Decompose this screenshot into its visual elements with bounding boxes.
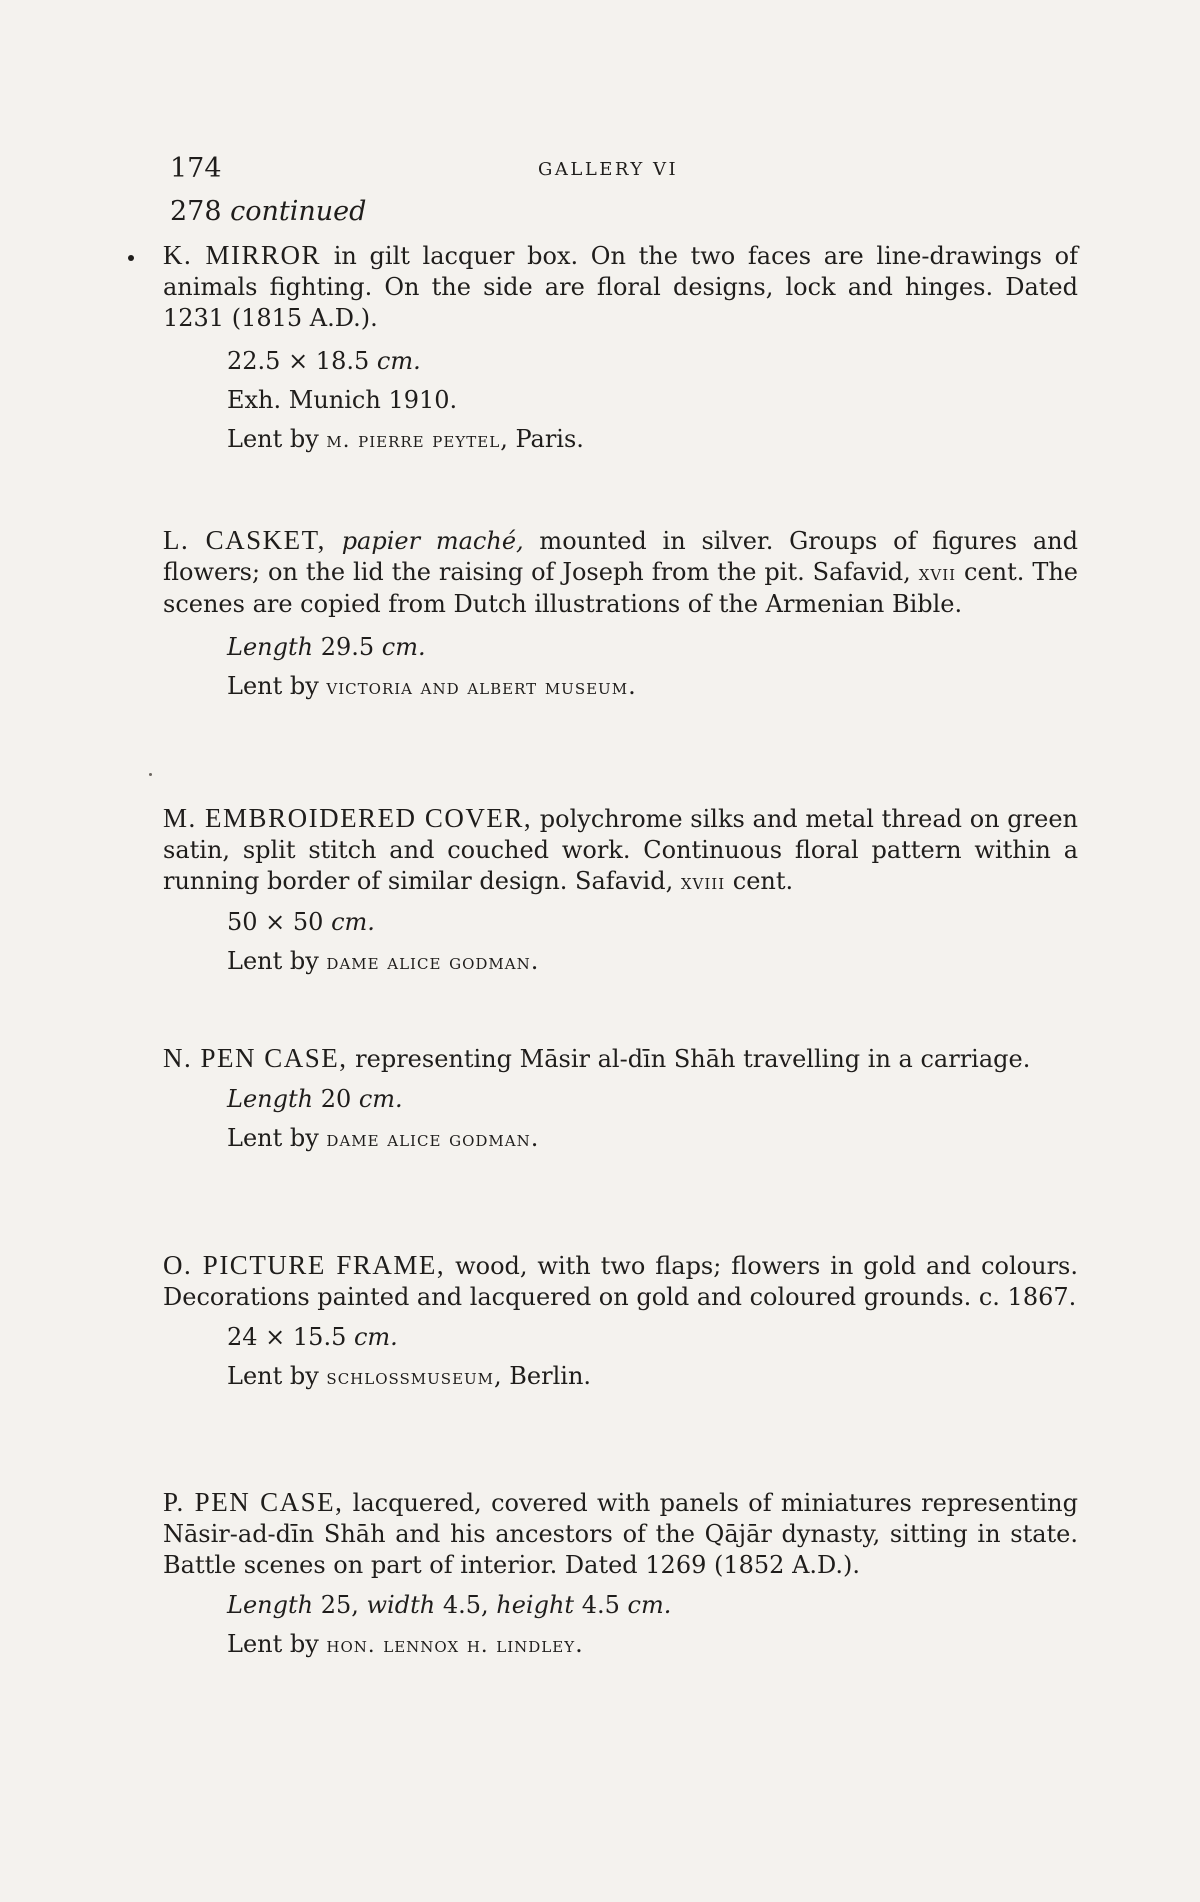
entry-k bbox=[163, 240, 1078, 460]
entry-m-paragraph: M. EMBROIDERED COVER, polychrome silks and metal thread on green satin, split stitch and couched work. Continuous floral pattern within a running border of similar design. Safavid, xviii cent. bbox=[163, 803, 1079, 895]
entry-m-title: M. EMBROIDERED COVER, bbox=[163, 803, 533, 833]
entry-l-lender: Lent by victoria and albert museum. bbox=[227, 672, 636, 700]
entry-k-measurements: 22.5 × 18.5 cm. bbox=[227, 347, 421, 375]
continued-number: 278 bbox=[170, 196, 222, 227]
entry-k-lender: Lent by m. pierre peytel, Paris. bbox=[227, 425, 584, 453]
entry-m bbox=[163, 803, 1078, 982]
entry-n-lender: Lent by dame alice godman. bbox=[227, 1124, 539, 1152]
entry-k-description: in gilt lacquer box. On the two faces are line-drawings of animals fighting. On the side are floral designs, lock and hinges. Dated 1231 (1815 A.D.). bbox=[163, 242, 1078, 332]
margin-dot-mark bbox=[149, 773, 152, 776]
entry-n-title: N. PEN CASE, bbox=[163, 1043, 348, 1073]
entry-k-title: K. MIRROR bbox=[163, 240, 322, 270]
entry-m-lender: Lent by dame alice godman. bbox=[227, 947, 539, 975]
entry-o-lender-name: schlossmuseum bbox=[326, 1365, 495, 1389]
entry-m-measurements: 50 × 50 cm. bbox=[227, 908, 375, 936]
entry-o-lender: Lent by schlossmuseum, Berlin. bbox=[227, 1362, 592, 1390]
entry-l-lender-name: victoria and albert museum bbox=[326, 675, 629, 699]
entry-l-measurements: Length 29.5 cm. bbox=[227, 633, 426, 661]
entry-p-lender: Lent by hon. lennox h. lindley. bbox=[227, 1630, 583, 1658]
page-header bbox=[170, 153, 710, 183]
entry-n-paragraph: N. PEN CASE, representing Māsir al-dīn Shāh travelling in a carriage. bbox=[163, 1043, 1031, 1073]
entry-o-paragraph: O. PICTURE FRAME, wood, with two flaps; flowers in gold and colours. Decorations painted and lacquered on gold and coloured grounds. c. 1867. bbox=[163, 1250, 1078, 1311]
entry-l bbox=[163, 525, 1078, 707]
continued-heading bbox=[170, 196, 366, 227]
entry-k-lender-name: m. pierre peytel bbox=[326, 428, 501, 452]
entry-p bbox=[163, 1487, 1078, 1665]
entry-n bbox=[163, 1043, 1078, 1159]
entry-k-exhibited: Exh. Munich 1910. bbox=[227, 386, 458, 414]
entry-o bbox=[163, 1250, 1078, 1397]
entry-k-paragraph bbox=[163, 240, 1078, 334]
entry-l-paragraph: L. CASKET, papier maché, mounted in silver. Groups of figures and flowers; on the lid the raising of Joseph from the pit. Safavid, xvii cent. The scenes are copied from Dutch illustrations of the Armenian Bible. bbox=[163, 525, 1078, 618]
entry-p-title: P. PEN CASE, bbox=[163, 1487, 344, 1517]
margin-bullet-mark bbox=[128, 255, 134, 261]
entry-p-measurements: Length 25, width 4.5, height 4.5 cm. bbox=[227, 1591, 672, 1619]
entry-n-lender-name: dame alice godman bbox=[326, 1127, 531, 1151]
page-number: 174 bbox=[170, 153, 222, 184]
entry-p-paragraph: P. PEN CASE, lacquered, covered with panels of miniatures representing Nāsir-ad-dīn Shāh and his ancestors of the Qājār dynasty, sitting in state. Battle scenes on part of interior. Dated 1269 (1852 A.D.). bbox=[163, 1487, 1078, 1579]
running-head: GALLERY VI bbox=[538, 159, 679, 180]
continued-word: continued bbox=[230, 196, 367, 227]
entry-o-measurements: 24 × 15.5 cm. bbox=[227, 1323, 398, 1351]
entry-l-title: L. CASKET, bbox=[163, 525, 326, 555]
entry-o-title: O. PICTURE FRAME, bbox=[163, 1250, 446, 1280]
entry-n-measurements: Length 20 cm. bbox=[227, 1085, 403, 1113]
entry-m-lender-name: dame alice godman bbox=[326, 950, 531, 974]
entry-p-lender-name: hon. lennox h. lindley bbox=[326, 1633, 576, 1657]
